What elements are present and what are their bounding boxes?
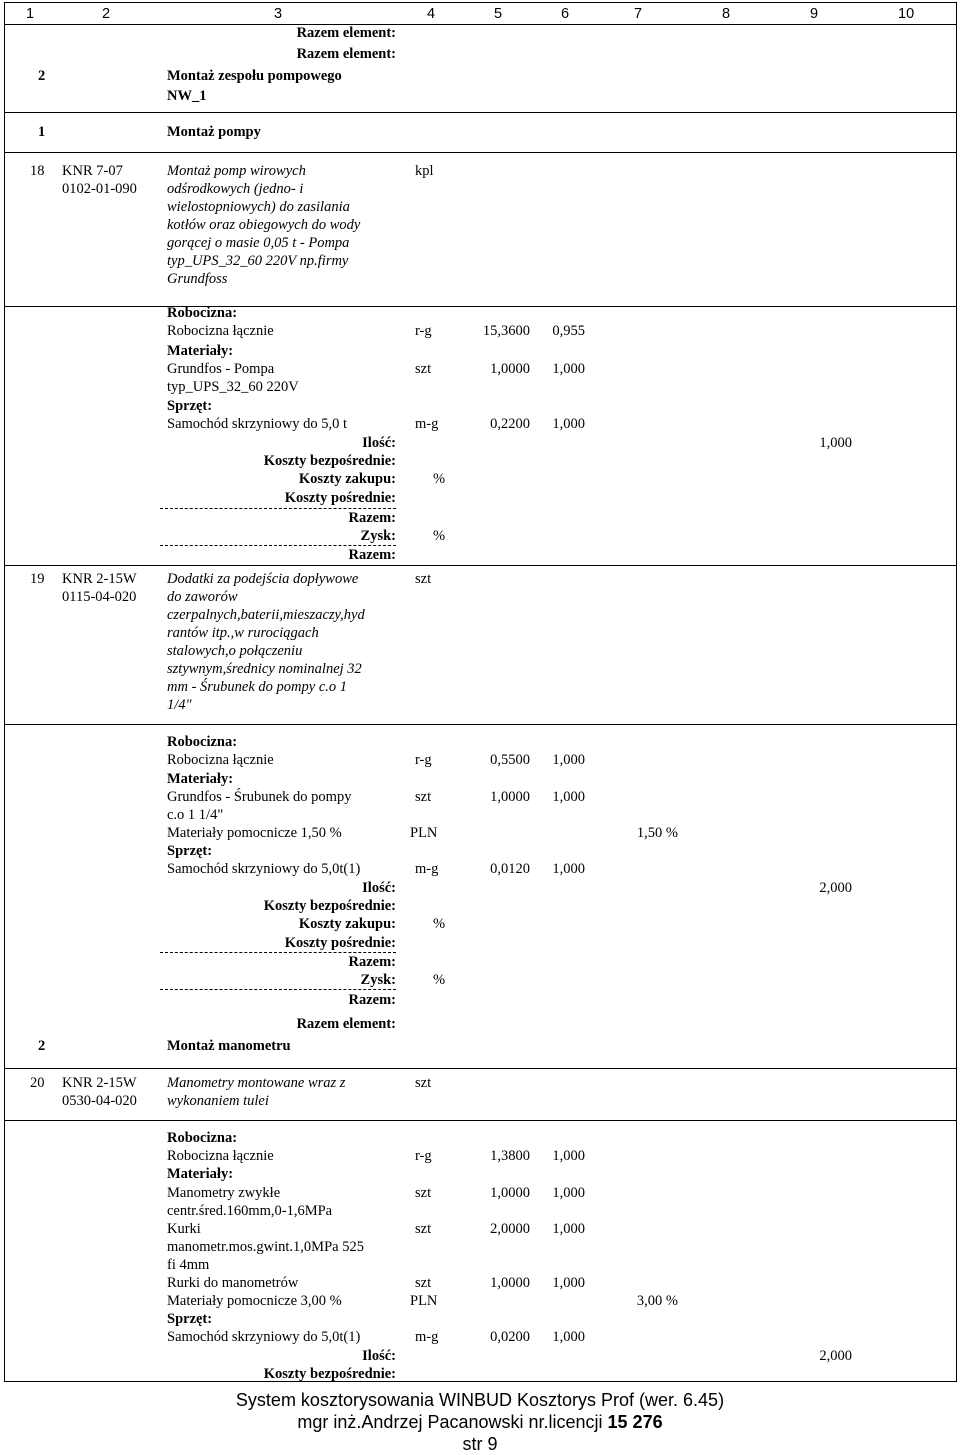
resource-unit: szt — [415, 1221, 432, 1237]
section-title: Montaż zespołu pompowego — [167, 68, 342, 84]
row-border — [4, 565, 957, 566]
razem-label: Razem: — [348, 992, 396, 1008]
resource-norma: 15,3600 — [482, 323, 530, 339]
resource-norma: 1,0000 — [490, 361, 530, 377]
col-header: 9 — [810, 6, 819, 22]
item-description: wykonaniem tulei — [167, 1093, 269, 1109]
col-header: 6 — [561, 6, 570, 22]
row-border — [4, 1120, 957, 1121]
resource-factor: 1,000 — [552, 789, 585, 805]
resource-factor: 1,000 — [552, 1148, 585, 1164]
item-description: Dodatki za podejścia dopływowe — [167, 571, 359, 587]
resource-name: Grundfos - Śrubunek do pompy — [167, 789, 352, 805]
robocizna-header: Robocizna: — [167, 734, 238, 750]
razem-label: Razem: — [348, 547, 396, 563]
percent-sign: % — [433, 972, 446, 988]
item-knr: KNR 2-15W — [62, 571, 137, 587]
koszty-zakupu-label: Koszty zakupu: — [298, 471, 396, 487]
item-description: czerpalnych,baterii,mieszaczy,hyd — [167, 607, 365, 623]
resource-unit: szt — [415, 789, 432, 805]
resource-name: typ_UPS_32_60 220V — [167, 379, 299, 395]
percent-sign: % — [433, 916, 446, 932]
resource-unit: m-g — [415, 416, 439, 432]
resource-norma: 1,0000 — [490, 1275, 530, 1291]
table-top-border — [4, 2, 957, 3]
resource-factor: 1,000 — [552, 361, 585, 377]
sprzet-header: Sprzęt: — [167, 398, 213, 414]
item-description: rantów itp.,w rurociągach — [167, 625, 319, 641]
resource-name: Grundfos - Pompa — [167, 361, 275, 377]
resource-name: Materiały pomocnicze 3,00 % — [167, 1293, 342, 1309]
resource-name: Robocizna łącznie — [167, 323, 274, 339]
resource-factor: 1,000 — [552, 861, 585, 877]
footer-license-number: 15 276 — [607, 1412, 663, 1432]
col-header: 5 — [494, 6, 503, 22]
resource-name: Samochód skrzyniowy do 5,0 t — [167, 416, 348, 432]
col-header: 2 — [102, 6, 111, 22]
item-unit: szt — [415, 571, 432, 587]
footer-software: System kosztorysowania WINBUD Kosztorys Prof (wer. 6.45) — [235, 1390, 725, 1410]
footer-license-text: mgr inż.Andrzej Pacanowski nr.licencji — [297, 1412, 608, 1432]
razem-element-label: Razem element: — [296, 46, 396, 62]
resource-factor: 1,000 — [552, 1221, 585, 1237]
item-knr: KNR 2-15W — [62, 1075, 137, 1091]
item-lp: 19 — [30, 571, 45, 587]
ilosc-value: 1,000 — [819, 435, 852, 451]
item-description: kotłów oraz obiegowych do wody — [167, 217, 361, 233]
footer-license — [0, 1411, 960, 1433]
resource-unit: szt — [415, 361, 432, 377]
resource-norma: 2,0000 — [490, 1221, 530, 1237]
resource-factor: 1,000 — [552, 752, 585, 768]
koszty-posrednie-label: Koszty pośrednie: — [284, 935, 396, 951]
razem-label: Razem: — [348, 510, 396, 526]
item-description: mm - Śrubunek do pompy c.o 1 — [167, 679, 348, 695]
razem-label: Razem: — [348, 954, 396, 970]
item-knr: 0530-04-020 — [62, 1093, 137, 1109]
resource-factor: 1,000 — [552, 1329, 585, 1345]
resource-unit: r-g — [415, 752, 432, 768]
table-left-border — [4, 2, 5, 1382]
item-description: typ_UPS_32_60 220V np.firmy — [167, 253, 349, 269]
ilosc-value: 2,000 — [819, 880, 852, 896]
item-description: do zaworów — [167, 589, 238, 605]
zysk-label: Zysk: — [360, 972, 396, 988]
section-title: Montaż pompy — [167, 124, 261, 140]
resource-name: Manometry zwykłe — [167, 1185, 281, 1201]
resource-name: Materiały pomocnicze 1,50 % — [167, 825, 342, 841]
col-header: 8 — [722, 6, 731, 22]
resource-factor: 0,955 — [552, 323, 585, 339]
percent-sign: % — [433, 528, 446, 544]
resource-percent: 1,50 % — [636, 825, 678, 841]
item-unit: szt — [415, 1075, 432, 1091]
resource-name: Samochód skrzyniowy do 5,0t(1) — [167, 1329, 361, 1345]
resource-percent: 3,00 % — [636, 1293, 678, 1309]
section-number: 2 — [38, 1038, 46, 1054]
item-knr: 0115-04-020 — [62, 589, 137, 605]
resource-name: centr.śred.160mm,0-1,6MPa — [167, 1203, 333, 1219]
materialy-header: Materiały: — [167, 343, 234, 359]
zysk-label: Zysk: — [360, 528, 396, 544]
resource-name: Kurki — [167, 1221, 201, 1237]
item-description: gorącej o masie 0,05 t - Pompa — [167, 235, 350, 251]
percent-sign: % — [433, 471, 446, 487]
razem-element-label: Razem element: — [296, 1016, 396, 1032]
item-description: Grundfoss — [167, 271, 228, 287]
koszty-zakupu-label: Koszty zakupu: — [298, 916, 396, 932]
item-unit: kpl — [415, 163, 434, 179]
section-number: 1 — [38, 124, 46, 140]
ilosc-value: 2,000 — [819, 1348, 852, 1364]
item-description: 1/4" — [167, 697, 192, 713]
dashed-separator — [160, 989, 396, 990]
resource-unit: r-g — [415, 1148, 432, 1164]
resource-name: Robocizna łącznie — [167, 1148, 274, 1164]
ilosc-label: Ilość: — [362, 1348, 396, 1364]
footer-page-number: str 9 — [462, 1434, 498, 1454]
resource-unit: szt — [415, 1275, 432, 1291]
item-description: stalowych,o połączeniu — [167, 643, 303, 659]
row-border — [4, 112, 957, 113]
resource-name: Rurki do manometrów — [167, 1275, 299, 1291]
item-description: sztywnym,średnicy nominalnej 32 — [167, 661, 362, 677]
row-border — [4, 306, 957, 307]
item-lp: 20 — [30, 1075, 45, 1091]
resource-norma: 1,0000 — [490, 1185, 530, 1201]
resource-norma: 1,3800 — [490, 1148, 530, 1164]
resource-unit: m-g — [415, 861, 439, 877]
resource-unit: m-g — [415, 1329, 439, 1345]
resource-factor: 1,000 — [552, 1275, 585, 1291]
koszty-bezposrednie-label: Koszty bezpośrednie: — [263, 453, 396, 469]
row-border — [4, 1068, 957, 1069]
row-border — [4, 152, 957, 153]
table-bottom-border — [4, 1381, 957, 1382]
sprzet-header: Sprzęt: — [167, 843, 213, 859]
resource-name: Samochód skrzyniowy do 5,0t(1) — [167, 861, 361, 877]
item-description: odśrodkowych (jedno- i — [167, 181, 304, 197]
koszty-posrednie-label: Koszty pośrednie: — [284, 490, 396, 506]
resource-norma: 0,0120 — [490, 861, 530, 877]
resource-factor: 1,000 — [552, 1185, 585, 1201]
section-title: NW_1 — [167, 88, 207, 104]
row-border — [4, 724, 957, 725]
header-bottom-border — [4, 24, 957, 25]
resource-name: c.o 1 1/4" — [167, 807, 224, 823]
razem-element-label: Razem element: — [296, 25, 396, 41]
section-title: Montaż manometru — [167, 1038, 291, 1054]
resource-unit: szt — [415, 1185, 432, 1201]
col-header: 1 — [26, 6, 35, 22]
table-right-border — [956, 2, 957, 1382]
resource-norma: 0,2200 — [490, 416, 530, 432]
resource-name: fi 4mm — [167, 1257, 210, 1273]
col-header: 4 — [427, 6, 436, 22]
col-header: 3 — [274, 6, 283, 22]
item-knr: 0102-01-090 — [62, 181, 137, 197]
item-description: Manometry montowane wraz z — [167, 1075, 346, 1091]
materialy-header: Materiały: — [167, 771, 234, 787]
resource-norma: 1,0000 — [490, 789, 530, 805]
section-number: 2 — [38, 68, 46, 84]
item-description: wielostopniowych) do zasilania — [167, 199, 350, 215]
resource-factor: 1,000 — [552, 416, 585, 432]
robocizna-header: Robocizna: — [167, 1130, 238, 1146]
materialy-header: Materiały: — [167, 1166, 234, 1182]
resource-unit: PLN — [410, 825, 438, 841]
ilosc-label: Ilość: — [362, 435, 396, 451]
resource-unit: r-g — [415, 323, 432, 339]
resource-norma: 0,5500 — [490, 752, 530, 768]
ilosc-label: Ilość: — [362, 880, 396, 896]
item-knr: KNR 7-07 — [62, 163, 123, 179]
resource-name: manometr.mos.gwint.1,0MPa 525 — [167, 1239, 364, 1255]
resource-norma: 0,0200 — [490, 1329, 530, 1345]
col-header: 10 — [898, 6, 915, 22]
koszty-bezposrednie-label: Koszty bezpośrednie: — [263, 1366, 396, 1382]
koszty-bezposrednie-label: Koszty bezpośrednie: — [263, 898, 396, 914]
robocizna-header: Robocizna: — [167, 305, 238, 321]
resource-unit: PLN — [410, 1293, 438, 1309]
col-header: 7 — [634, 6, 643, 22]
item-lp: 18 — [30, 163, 45, 179]
item-description: Montaż pomp wirowych — [167, 163, 306, 179]
sprzet-header: Sprzęt: — [167, 1311, 213, 1327]
resource-name: Robocizna łącznie — [167, 752, 274, 768]
